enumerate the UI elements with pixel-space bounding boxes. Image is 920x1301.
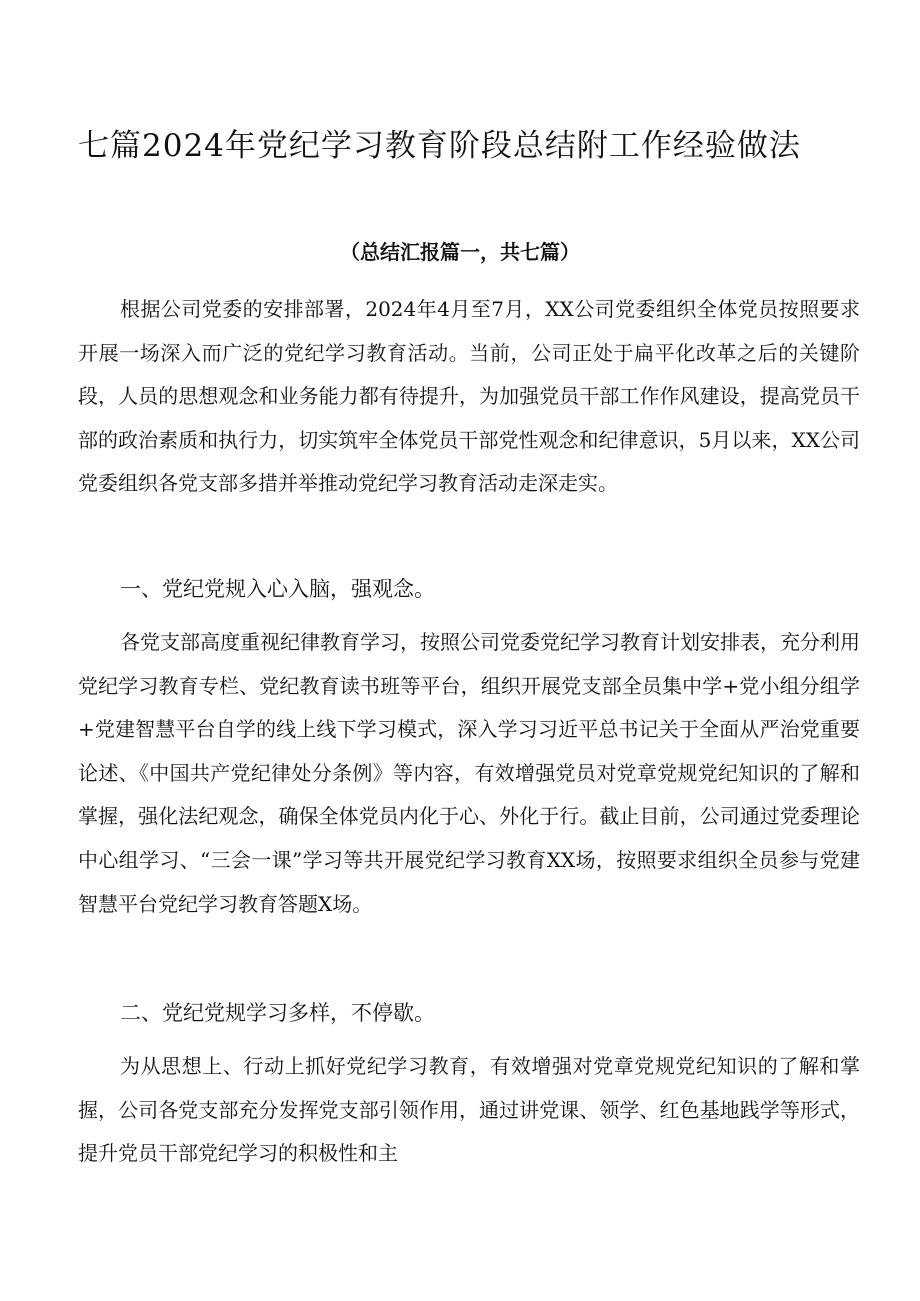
- document-subtitle: （总结汇报篇一，共七篇）: [340, 240, 580, 264]
- paragraph-section-2: 为从思想上、行动上抓好党纪学习教育，有效增强对党章党规党纪知识的了解和掌握，公司各党支部充分发挥党支部引领作用，通过讲党课、领学、红色基地践学等形式，提升党员干部党纪学习的积极性和主: [78, 1054, 860, 1166]
- section-heading-2: 二、党纪党规学习多样，不停歇。: [120, 1001, 435, 1025]
- section-heading-1: 一、党纪党规入心入脑，强观念。: [120, 577, 435, 601]
- paragraph-section-1: 各党支部高度重视纪律教育学习，按照公司党委党纪学习教育计划安排表，充分利用党纪学习教育专栏、党纪教育读书班等平台，组织开展党支部全员集中学+党小组分组学+党建智慧平台自学的线上线下学习模式，深入学习习近平总书记关于全面从严治党重要论述、《中国共产党纪律处分条例》等内容，有效增强党员对党章党规党纪知识的了解和掌握，强化法纪观念，确保全体党员内化于心、外化于行。截止目前，公司通过党委理论中心组学习、“三会一课”学习等共开展党纪学习教育XX场，按照要求组织全员参与党建智慧平台党纪学习教育答题X场。: [78, 630, 860, 916]
- paragraph-intro: 根据公司党委的安排部署，2024年4月至7月，XX公司党委组织全体党员按照要求开展一场深入而广泛的党纪学习教育活动。当前，公司正处于扁平化改革之后的关键阶段，人员的思想观念和业务能力都有待提升，为加强党员干部工作作风建设，提高党员干部的政治素质和执行力，切实筑牢全体党员干部党性观念和纪律意识，5月以来，XX公司党委组织各党支部多措并举推动党纪学习教育活动走深走实。: [78, 297, 860, 496]
- document-title: 七篇2024年党纪学习教育阶段总结附工作经验做法: [78, 128, 801, 164]
